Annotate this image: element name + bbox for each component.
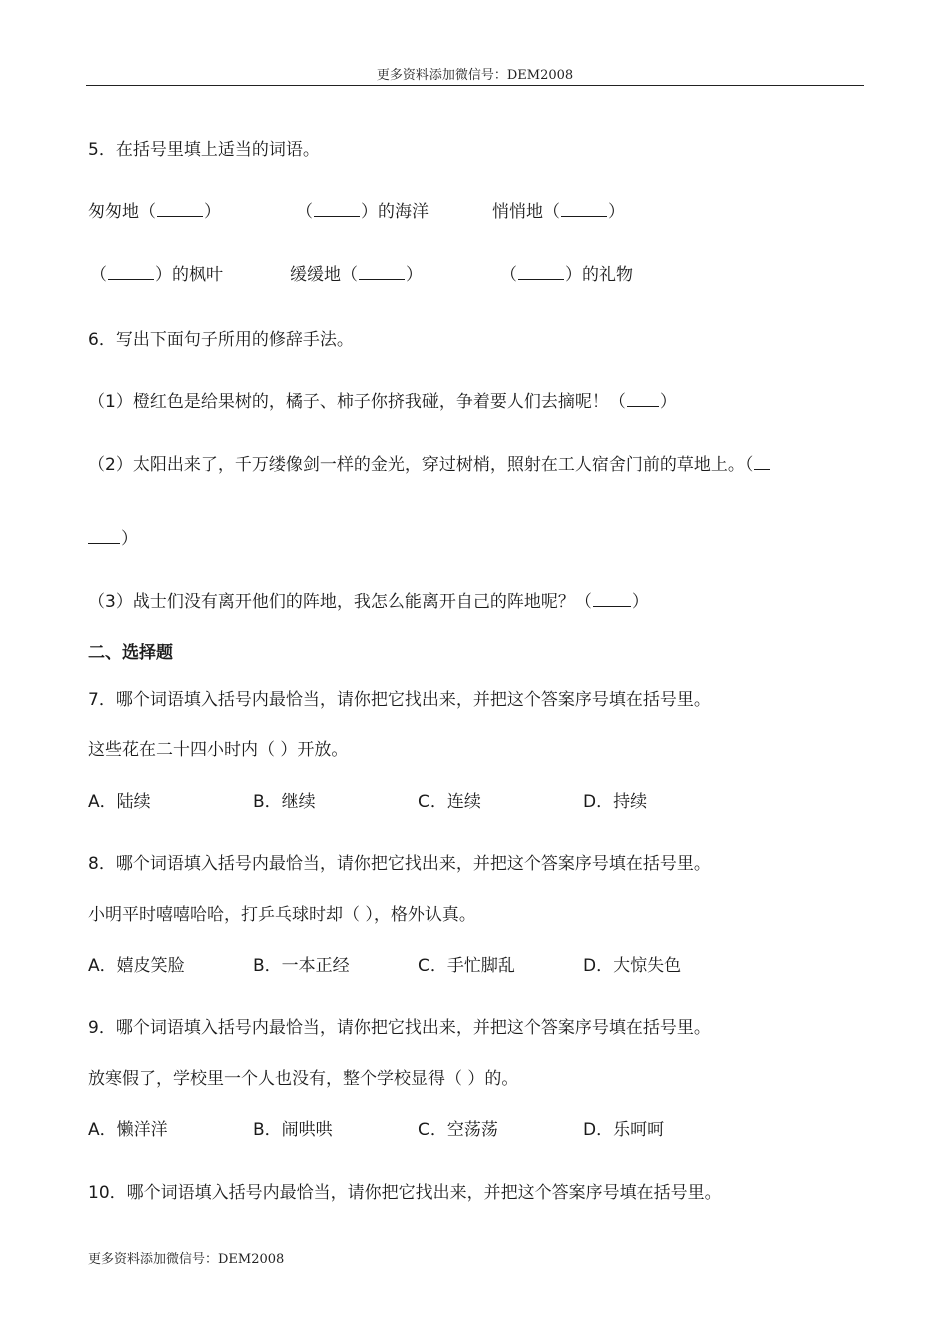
q7-sentence: 这些花在二十四小时内（ ）开放。 [88, 740, 349, 760]
q7-option-d[interactable]: D．持续 [583, 792, 648, 812]
q9-option-d[interactable]: D．乐呵呵 [583, 1120, 665, 1140]
q9-sentence: 放寒假了，学校里一个人也没有，整个学校显得（ ）的。 [88, 1069, 519, 1089]
q5-title: 5．在括号里填上适当的词语。 [88, 140, 320, 160]
page-header: 更多资料添加微信号：DEM2008 [86, 64, 864, 86]
q6-title: 6．写出下面句子所用的修辞手法。 [88, 330, 354, 350]
answer-blank[interactable] [754, 453, 770, 470]
q9-option-c[interactable]: C．空荡荡 [418, 1120, 498, 1140]
answer-blank[interactable] [157, 200, 203, 217]
answer-blank[interactable] [593, 590, 631, 607]
q6-sentence-2-continued: ） [88, 527, 138, 551]
q5-row2-item2: 缓缓地（ ） [290, 265, 423, 285]
q9-option-a[interactable]: A．懒洋洋 [88, 1120, 168, 1140]
q7-option-b[interactable]: B．继续 [253, 792, 316, 812]
section-heading: 二、选择题 [88, 643, 173, 663]
page-footer: 更多资料添加微信号：DEM2008 [88, 1252, 285, 1267]
q7-option-c[interactable]: C．连续 [418, 792, 481, 812]
answer-blank[interactable] [627, 390, 659, 407]
q6-sentence-1: （1）橙红色是给果树的，橘子、柿子你挤我碰，争着要人们去摘呢！（ ） [88, 392, 677, 412]
q6-sentence-3: （3）战士们没有离开他们的阵地，我怎么能离开自己的阵地呢？（ ） [88, 592, 649, 612]
answer-blank[interactable] [88, 527, 120, 544]
q7-option-a[interactable]: A．陆续 [88, 792, 151, 812]
q5-row1-item2: （ ）的海洋 [296, 202, 429, 222]
answer-blank[interactable] [518, 263, 564, 280]
q9-title: 9．哪个词语填入括号内最恰当，请你把它找出来，并把这个答案序号填在括号里。 [88, 1018, 711, 1038]
q8-option-b[interactable]: B．一本正经 [253, 956, 350, 976]
q8-option-a[interactable]: A．嬉皮笑脸 [88, 956, 185, 976]
answer-blank[interactable] [108, 263, 154, 280]
q6-sentence-2: （2）太阳出来了，千万缕像剑一样的金光，穿过树梢，照射在工人宿舍门前的草地上。（ [88, 453, 771, 477]
q5-row1-item3: 悄悄地（ ） [492, 202, 625, 222]
q8-title: 8．哪个词语填入括号内最恰当，请你把它找出来，并把这个答案序号填在括号里。 [88, 854, 711, 874]
q9-option-b[interactable]: B．闹哄哄 [253, 1120, 333, 1140]
answer-blank[interactable] [561, 200, 607, 217]
q5-row1-item1: 匆匆地（ ） [88, 202, 221, 222]
q8-option-c[interactable]: C．手忙脚乱 [418, 956, 515, 976]
q5-row2-item3: （ ）的礼物 [500, 265, 633, 285]
answer-blank[interactable] [314, 200, 360, 217]
q7-title: 7．哪个词语填入括号内最恰当，请你把它找出来，并把这个答案序号填在括号里。 [88, 690, 711, 710]
q10-title: 10．哪个词语填入括号内最恰当，请你把它找出来，并把这个答案序号填在括号里。 [88, 1183, 722, 1203]
answer-blank[interactable] [359, 263, 405, 280]
q5-row2-item1: （ ）的枫叶 [90, 265, 223, 285]
q8-sentence: 小明平时嘻嘻哈哈，打乒乓球时却（ ），格外认真。 [88, 905, 476, 925]
q8-option-d[interactable]: D．大惊失色 [583, 956, 682, 976]
